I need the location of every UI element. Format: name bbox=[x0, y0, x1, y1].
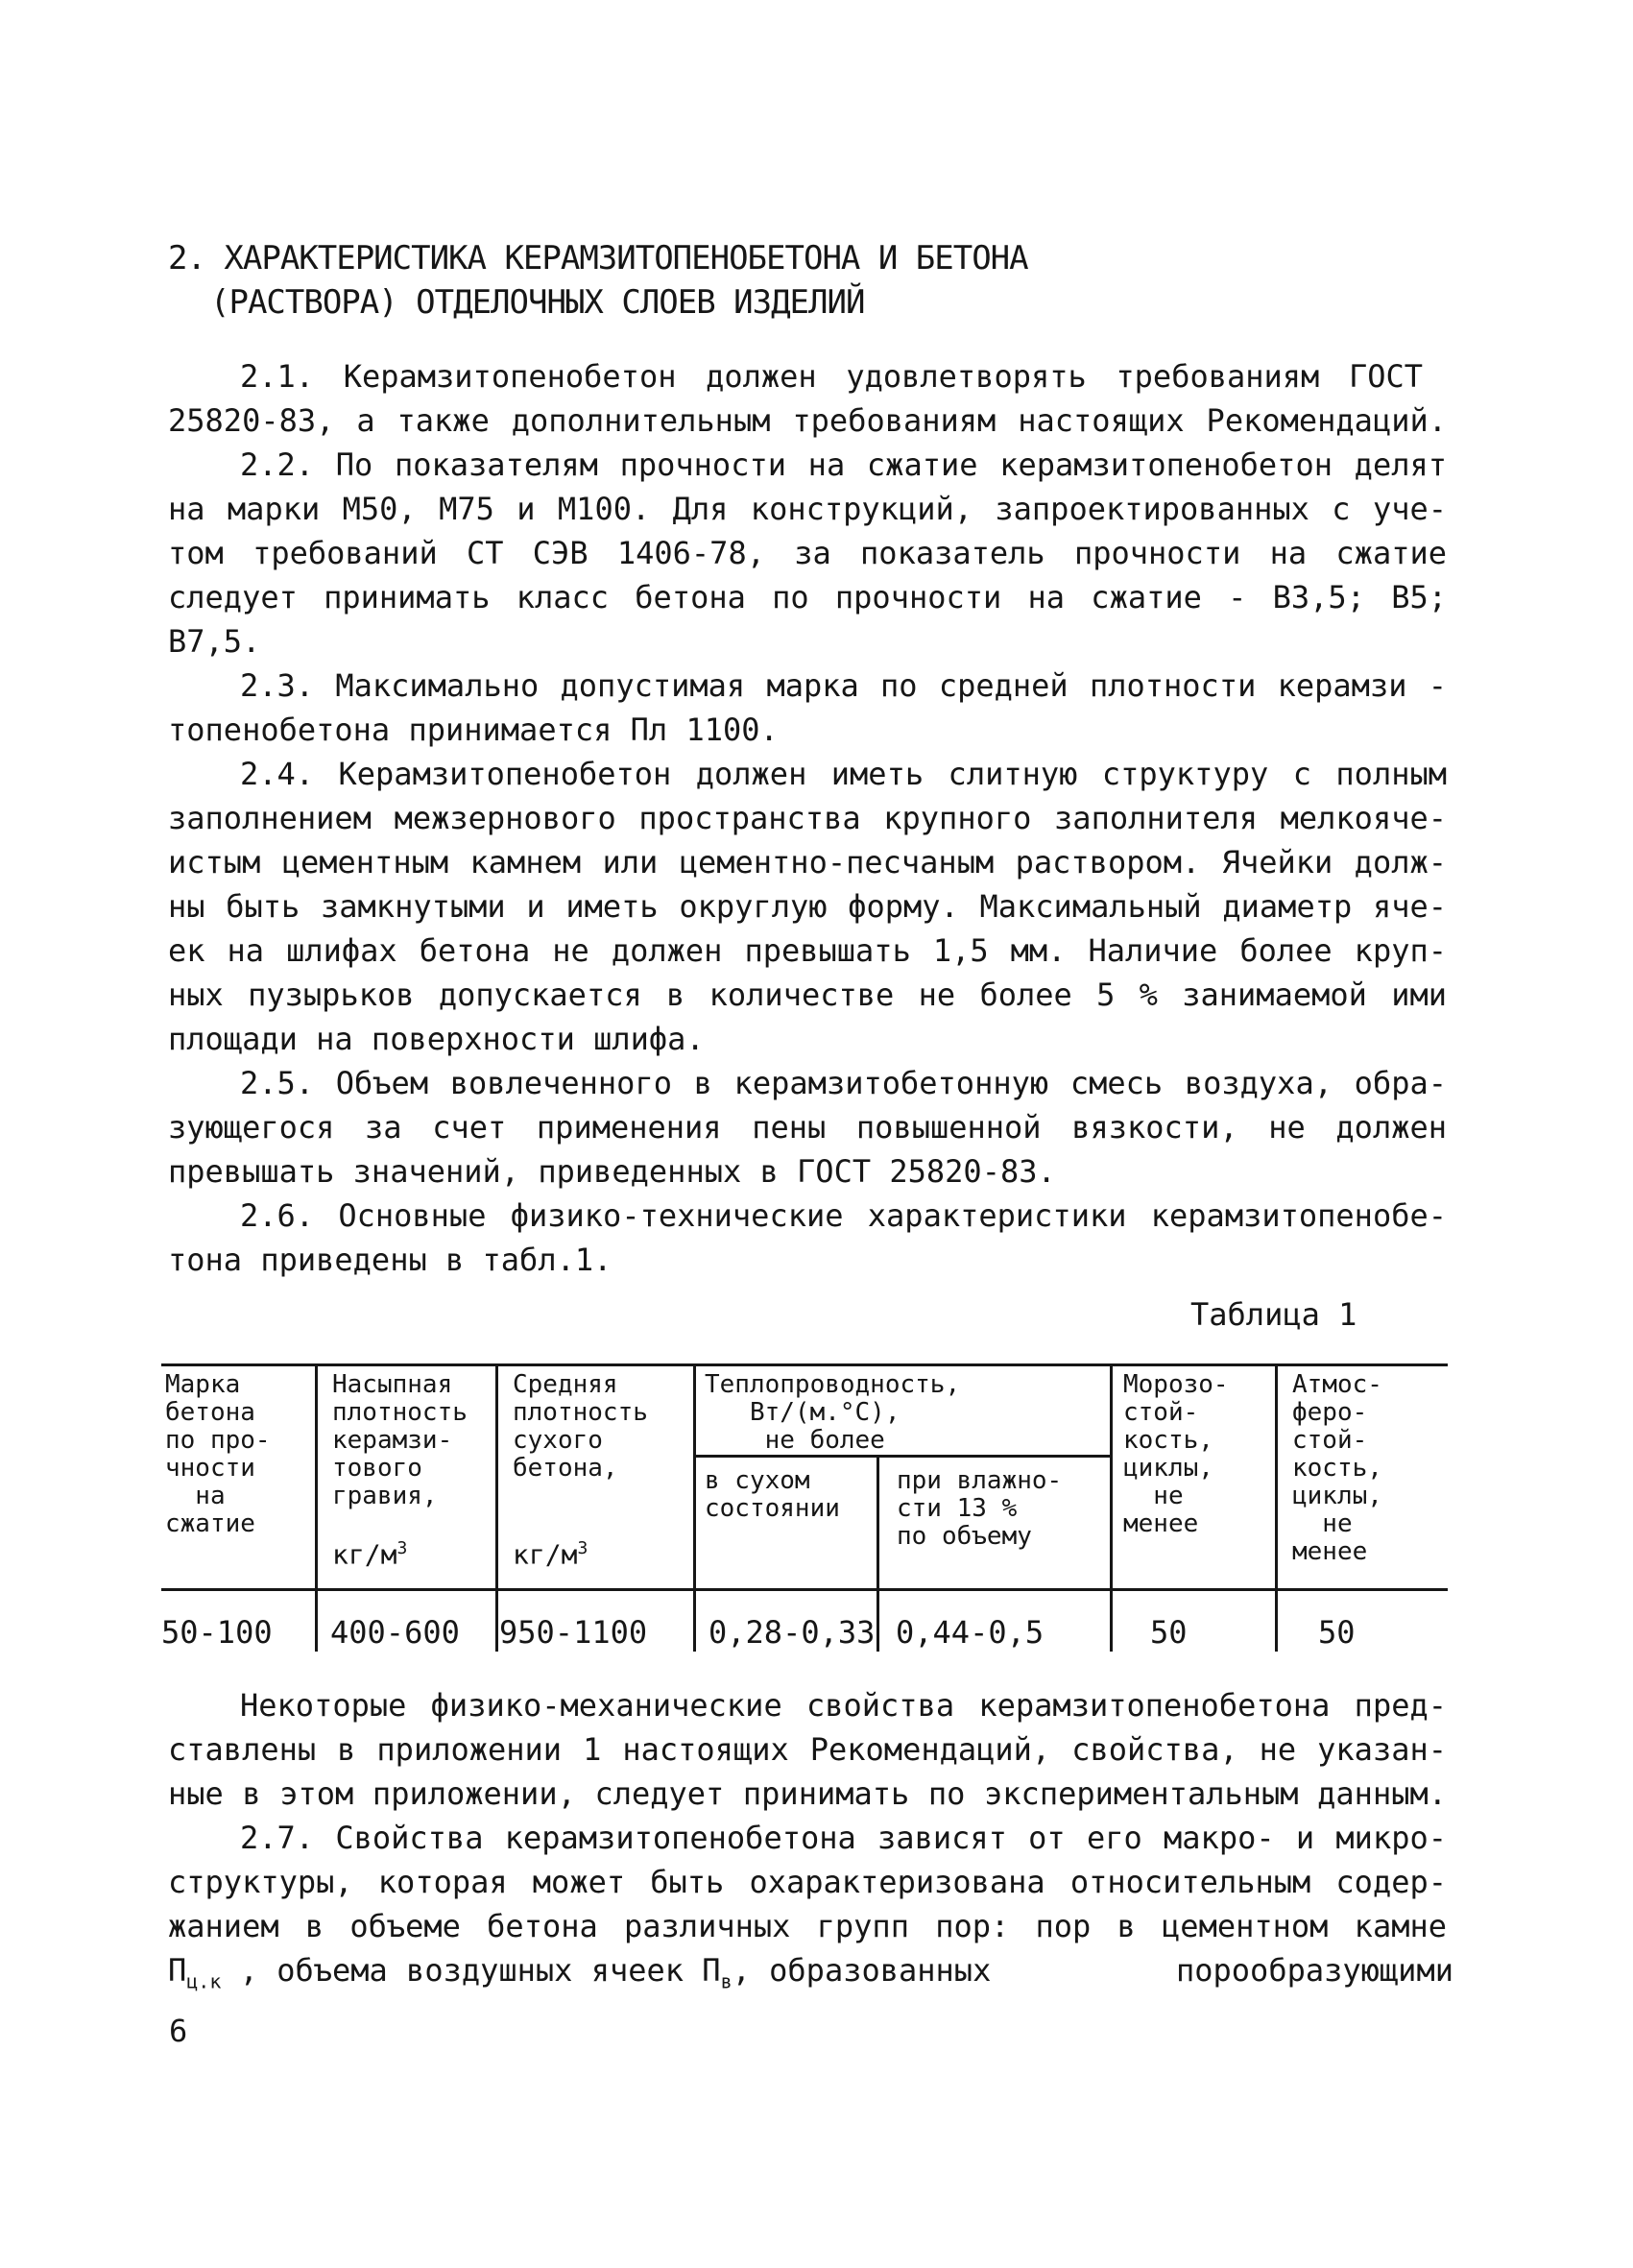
header-bulk-density-unit: $кг/м^3$ bbox=[332, 1538, 408, 1571]
p24-line-4: ны быть замкнутыми и иметь округлую форму. Максимальный диаметр яче- bbox=[168, 888, 1447, 925]
header-weather-resistance: Атмос- феро- стой- кость, циклы, не менее bbox=[1292, 1370, 1382, 1566]
p27-line-2: структуры, которая может быть охарактеризована относительным содер- bbox=[168, 1864, 1447, 1900]
header-thermal-conductivity: Теплопроводность, Вт/(м.°С), не более bbox=[705, 1370, 961, 1455]
cell-weather-resistance: 50 bbox=[1318, 1614, 1356, 1651]
p24-line-6: ных пузырьков допускается в количестве не более 5 % занимаемой ими bbox=[168, 977, 1447, 1013]
p22-line-1: 2.2. По показателям прочности на сжатие керамзитопенобетон делят bbox=[240, 446, 1447, 483]
table-caption: Таблица 1 bbox=[1190, 1296, 1357, 1333]
table-header-bottom-rule bbox=[161, 1588, 1448, 1591]
p21-line-2: 25820-83, а также дополнительным требованиям настоящих Рекомендаций. bbox=[168, 402, 1447, 439]
table-col-divider-6 bbox=[1275, 1363, 1278, 1652]
header-frost-resistance: Морозо- стой- кость, циклы, не менее bbox=[1123, 1370, 1229, 1538]
p23-line-1: 2.3. Максимально допустимая марка по средней плотности керамзи - bbox=[240, 667, 1447, 704]
cell-grade: 50-100 bbox=[161, 1614, 273, 1651]
table-1 bbox=[161, 1363, 1448, 1652]
p23-line-2: топенобетона принимается Пл 1100. bbox=[168, 712, 779, 748]
cell-humid-conductivity: 0,44-0,5 bbox=[896, 1614, 1045, 1651]
cell-bulk-density: 400-600 bbox=[330, 1614, 460, 1651]
header-bulk-density: Насыпная плотность керамзи- тового гравия, bbox=[332, 1370, 468, 1510]
p24-line-2: заполнением межзернового пространства крупного заполнителя мелкояче- bbox=[168, 800, 1447, 836]
p22-line-5: В7,5. bbox=[168, 623, 261, 660]
p26-line-1: 2.6. Основные физико-технические характеристики керамзитопенобе- bbox=[240, 1197, 1447, 1234]
table-col-divider-1 bbox=[315, 1363, 318, 1652]
section-heading-line-2: (РАСТВОРА) ОТДЕЛОЧНЫХ СЛОЕВ ИЗДЕЛИЙ bbox=[210, 283, 865, 322]
cell-avg-density: 950-1100 bbox=[499, 1614, 648, 1651]
p21-line-1: 2.1. Керамзитопенобетон должен удовлетворять требованиям ГОСТ bbox=[240, 358, 1423, 395]
header-grade: Марка бетона по про- чности на сжатие bbox=[165, 1370, 271, 1538]
p22-line-3: том требований СТ СЭВ 1406-78, за показатель прочности на сжатие bbox=[168, 535, 1447, 571]
section-heading-line-1: 2. ХАРАКТЕРИСТИКА КЕРАМЗИТОПЕНОБЕТОНА И БЕТОНА bbox=[168, 239, 1028, 277]
table-col-divider-4 bbox=[877, 1455, 879, 1652]
p27-line-4: $П_{ц.к}$ , объема воздушных ячеек $П_в$, образованных порообразующими bbox=[168, 1952, 1453, 1993]
p22-line-2: на марки М50, М75 и М100. Для конструкций, запроектированных с уче- bbox=[168, 491, 1447, 527]
page-number: 6 bbox=[169, 2013, 188, 2049]
table-col-divider-2 bbox=[495, 1363, 498, 1652]
p27-line-1: 2.7. Свойства керамзитопенобетона зависят от его макро- и микро- bbox=[240, 1820, 1447, 1856]
p22-line-4: следует принимать класс бетона по прочности на сжатие - В3,5; В5; bbox=[168, 579, 1447, 615]
cell-frost-resistance: 50 bbox=[1150, 1614, 1188, 1651]
p25-line-3: превышать значений, приведенных в ГОСТ 25820-83. bbox=[168, 1153, 1056, 1190]
p24-line-5: ек на шлифах бетона не должен превышать 1,5 мм. Наличие более круп- bbox=[168, 932, 1447, 969]
table-col-divider-5 bbox=[1110, 1363, 1113, 1652]
after-table-line-1: Некоторые физико-механические свойства керамзитопенобетона пред- bbox=[240, 1687, 1447, 1724]
p24-line-7: площади на поверхности шлифа. bbox=[168, 1021, 705, 1057]
table-top-rule bbox=[161, 1363, 1448, 1366]
header-humid-state: при влажно- сти 13 % по объему bbox=[897, 1466, 1063, 1551]
table-subheader-rule bbox=[693, 1455, 1110, 1458]
cell-dry-conductivity: 0,28-0,33 bbox=[708, 1614, 876, 1651]
p27-line-3: жанием в объеме бетона различных групп пор: пор в цементном камне bbox=[168, 1908, 1447, 1944]
after-table-line-3: ные в этом приложении, следует принимать по экспериментальным данным. bbox=[168, 1775, 1447, 1812]
header-dry-state: в сухом состоянии bbox=[705, 1466, 840, 1523]
header-avg-density: Средняя плотность сухого бетона, bbox=[513, 1370, 648, 1483]
after-table-line-2: ставлены в приложении 1 настоящих Рекомендаций, свойства, не указан- bbox=[168, 1731, 1447, 1768]
p25-line-1: 2.5. Объем вовлеченного в керамзитобетонную смесь воздуха, обра- bbox=[240, 1065, 1447, 1101]
p25-line-2: зующегося за счет применения пены повышенной вязкости, не должен bbox=[168, 1109, 1447, 1146]
p24-line-1: 2.4. Керамзитопенобетон должен иметь слитную структуру с полным bbox=[240, 756, 1447, 792]
p26-line-2: тона приведены в табл.1. bbox=[168, 1242, 612, 1278]
table-col-divider-3 bbox=[693, 1363, 696, 1652]
p24-line-3: истым цементным камнем или цементно-песчаным раствором. Ячейки долж- bbox=[168, 844, 1447, 881]
header-avg-density-unit: $кг/м^3$ bbox=[513, 1538, 588, 1571]
